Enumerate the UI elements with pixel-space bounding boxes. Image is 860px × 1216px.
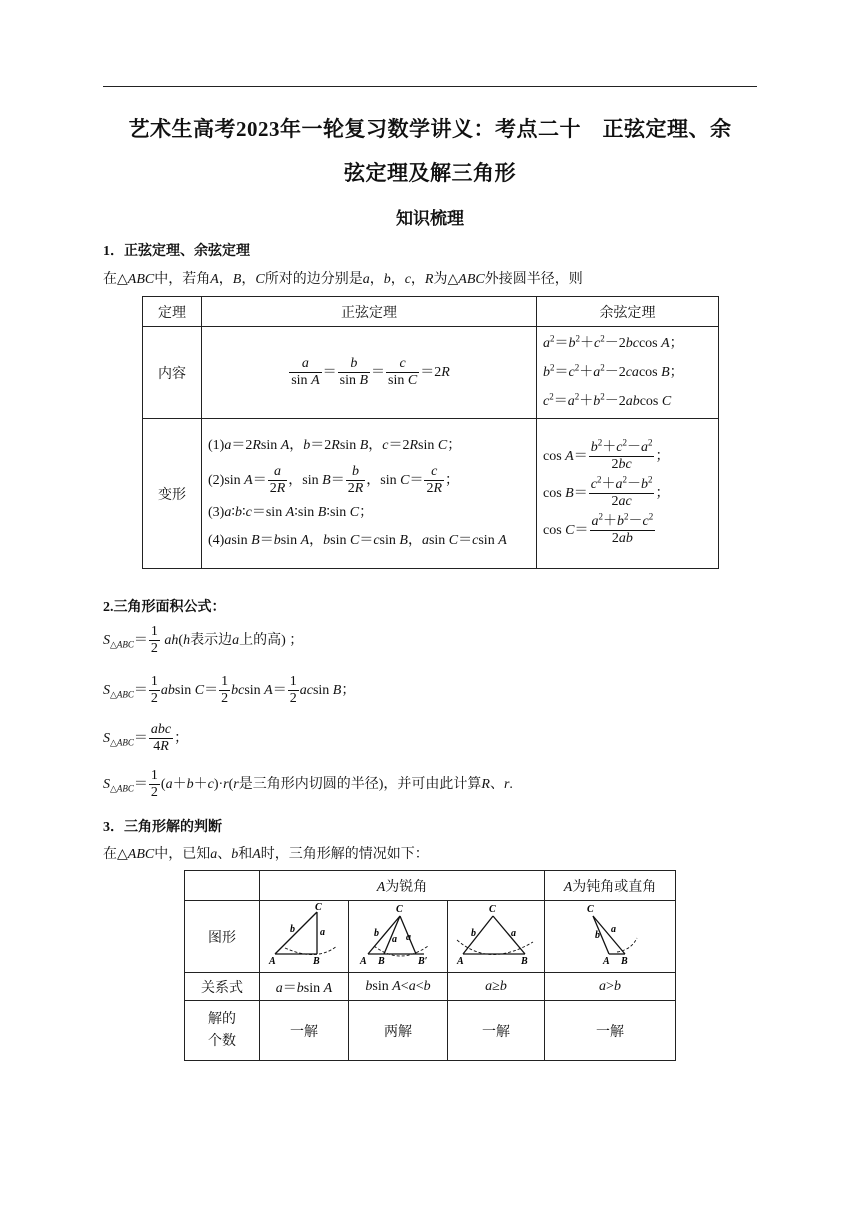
table1-row-content: 内容 <box>143 327 202 419</box>
svg-text:a: a <box>511 928 516 939</box>
top-rule <box>103 86 757 87</box>
law-table <box>142 296 719 569</box>
relation-3: a≥b <box>448 973 545 1001</box>
section-1-intro: 在△ABC中，若角A，B，C所对的边分别是a，b，c，R为△ABC外接圆半径，则 <box>103 272 583 287</box>
row-figure-label: 图形 <box>185 901 260 973</box>
count-3: 一解 <box>448 1001 545 1061</box>
svg-text:a: a <box>611 924 616 935</box>
relation-1: a＝bsin A <box>260 973 349 1001</box>
svg-text:B′: B′ <box>418 956 428 966</box>
svg-text:B: B <box>521 956 528 966</box>
svg-text:B: B <box>313 956 320 966</box>
row-relation-label: 关系式 <box>185 973 260 1001</box>
svg-text:A: A <box>269 956 276 966</box>
cosine-law-variants: cos A＝ $\frac{b^2+c^2-a^2}{2bc}$ ； cos B＝ $\frac{c^2+a^2-b^2}{2ac}$ ； cos C＝ $\frac{a^2+b^2-c^2}{2ab}$ <box>537 419 719 569</box>
table1-header-sine: 正弦定理 <box>202 297 537 327</box>
header-obtuse: A为钝角或直角 <box>545 871 676 901</box>
svg-text:B: B <box>378 956 385 966</box>
section-3-heading: 3．三角形解的判断 <box>103 820 222 835</box>
svg-text:b: b <box>471 928 476 939</box>
svg-text:b: b <box>595 930 600 941</box>
svg-text:b: b <box>290 924 295 935</box>
figure-one-solution-large-a <box>448 901 545 973</box>
svg-text:C: C <box>587 904 594 915</box>
figure-one-solution-right <box>260 901 349 973</box>
svg-text:C: C <box>315 902 322 913</box>
svg-text:a: a <box>392 934 397 945</box>
sine-law-variants: (1)a＝2Rsin A，b＝2Rsin B，c＝2Rsin C； (2)sin A＝ $\frac{a}{2R}$ ，sin B＝ $\frac{b}{2R}$ ，sin C＝ $\frac{c}{2R}$ ； (3)a∶b∶c＝sin A∶sin B∶sin C； (4)asin B＝bsin A，bsin C＝csin B，asin C＝csin A <box>202 419 537 569</box>
area-formula-2: $S_{\triangle ABC}=$ $\frac{1}{2}$ absin C＝ $\frac{1}{2}$ bcsin A＝ $\frac{1}{2}$ acsin B； <box>103 674 356 707</box>
count-1: 一解 <box>260 1001 349 1061</box>
svg-text:b: b <box>374 928 379 939</box>
svg-text:A: A <box>360 956 367 966</box>
table1-row-variant: 变形 <box>143 419 202 569</box>
area-formula-3: $S_{\triangle ABC}=$ $\frac{\text{abc}}{4R}$ ； <box>103 722 189 755</box>
count-2: 两解 <box>349 1001 448 1061</box>
svg-text:a: a <box>320 927 325 938</box>
svg-text:A: A <box>603 956 610 966</box>
count-4: 一解 <box>545 1001 676 1061</box>
doc-title-line1: 艺术生高考2023年一轮复习数学讲义：考点二十 正弦定理、余 <box>128 117 732 141</box>
svg-text:B: B <box>621 956 628 966</box>
relation-4: a>b <box>545 973 676 1001</box>
section-2-heading: 2.三角形面积公式： <box>103 600 226 615</box>
figure-two-solutions <box>349 901 448 973</box>
table1-header-cosine: 余弦定理 <box>537 297 719 327</box>
relation-2: bsin A<a<b <box>349 973 448 1001</box>
cosine-law-formulas: $a^2=b^2+c^2-2bccos$ A； $b^2=c^2+a^2-2cacos$ B； $c^2=a^2+b^2-2abcos$ C <box>537 327 719 419</box>
sine-law-formula: $\frac{a}{\text{sin A}}$ ＝ $\frac{b}{\text{sin B}}$ ＝ $\frac{c}{\text{sin C}}$ ＝2R <box>202 327 537 419</box>
header-acute: A为锐角 <box>260 871 545 901</box>
svg-text:a: a <box>406 932 411 943</box>
area-formula-1: $S_{\triangle ABC}=$ $\frac{1}{2}$ ah(h表示边a上的高) ； <box>103 624 304 657</box>
section-1-heading: 1．正弦定理、余弦定理 <box>103 244 250 259</box>
svg-text:C: C <box>489 904 496 915</box>
section-subtitle: 知识梳理 <box>396 209 464 228</box>
svg-text:C: C <box>396 904 403 915</box>
solution-table <box>184 870 676 1061</box>
row-count-label: 解的 个数 <box>185 1001 260 1061</box>
area-formula-4: $S_{\triangle ABC}=$ $\frac{1}{2}$ (a＋b＋c)·r(r是三角形内切圆的半径)，并可由此计算R、r. <box>103 768 513 801</box>
doc-title-line2: 弦定理及解三角形 <box>344 161 516 185</box>
section-3-intro: 在△ABC中，已知a、b和A时，三角形解的情况如下： <box>103 847 429 862</box>
figure-obtuse <box>545 901 676 973</box>
svg-text:A: A <box>457 956 464 966</box>
table1-header-theorem: 定理 <box>143 297 202 327</box>
